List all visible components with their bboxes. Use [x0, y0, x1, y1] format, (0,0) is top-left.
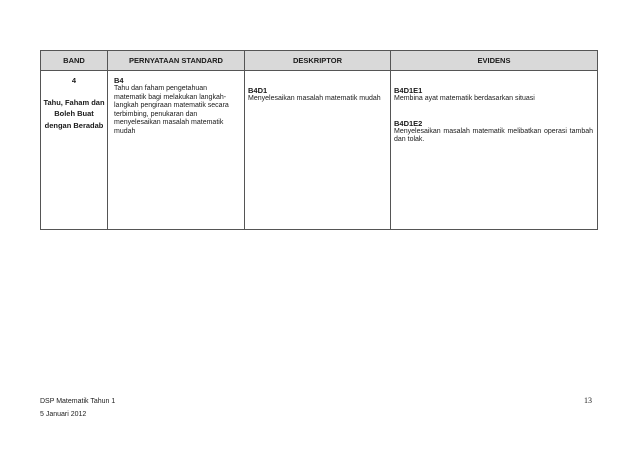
table-row	[41, 71, 598, 230]
evidence-cell	[391, 71, 598, 230]
evidence-item	[394, 86, 593, 104]
page-footer	[40, 396, 115, 421]
page-number: 13	[584, 396, 592, 405]
footer-date: 5 Januari 2012	[40, 410, 87, 418]
descriptor-text: Menyelesaikan masalah matematik mudah	[248, 95, 381, 102]
standard-text: Tahu dan faham pengetahuan matematik bagi melakukan langkah-langkah pengiraan matematik secara terbimbing, penukaran dan menyelesaikan masalah matematik mudah	[114, 85, 229, 135]
evidence-code: B4D1E2	[394, 118, 423, 128]
standard-code: B4	[114, 76, 124, 85]
standard-table	[40, 50, 598, 230]
descriptor-code: B4D1	[248, 86, 268, 95]
band-number: 4	[71, 76, 77, 85]
descriptor-cell	[245, 71, 391, 230]
evidence-text: Menyelesaikan masalah matematik melibatkan operasi tambah dan tolak.	[394, 127, 593, 144]
header-descriptor: DESKRIPTOR	[245, 51, 391, 71]
header-band: BAND	[41, 51, 108, 71]
table-header-row	[41, 51, 598, 71]
band-cell	[41, 71, 108, 230]
header-evidence: EVIDENS	[391, 51, 598, 71]
footer-document-title: DSP Matematik Tahun 1	[40, 398, 116, 405]
header-standard: PERNYATAAN STANDARD	[108, 51, 245, 71]
standard-cell	[108, 71, 245, 230]
evidence-item	[394, 119, 593, 145]
evidence-code: B4D1E1	[394, 86, 423, 95]
band-description: Tahu, Faham dan Boleh Buat dengan Beradab	[43, 97, 105, 130]
evidence-text: Membina ayat matematik berdasarkan situasi	[394, 95, 535, 102]
